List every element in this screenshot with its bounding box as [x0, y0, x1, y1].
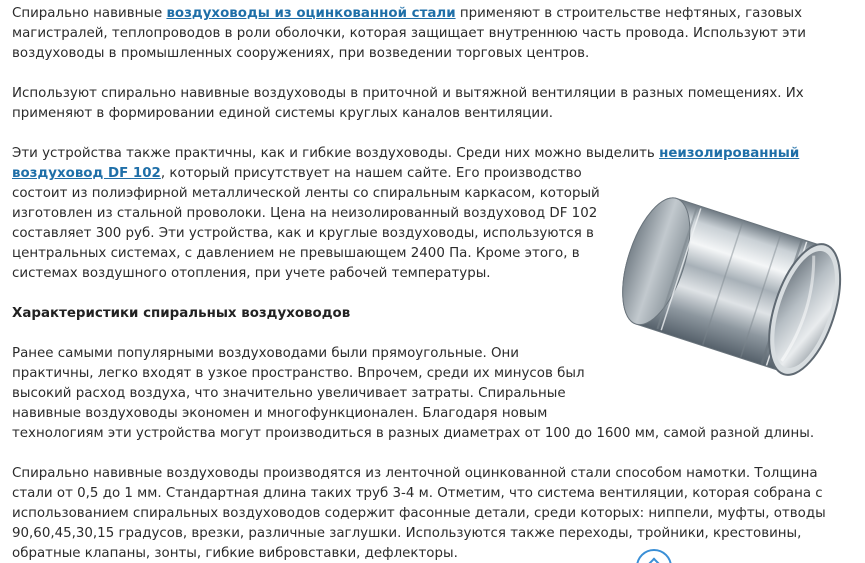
section-heading: Характеристики спиральных воздуховодов	[12, 306, 351, 321]
paragraph-text: применяют в строительстве нефтяных, газовых магистралей, теплопроводов в роли оболочки, которая защищает внутреннюю часть провода. Используют эти воздуховоды в промышленных сооружениях, при возведении торговых центров.	[12, 6, 806, 61]
duct-illustration	[613, 164, 865, 406]
paragraph-production: Спирально навивные воздуховоды производятся из ленточной оцинкованной стали способом намотки. Толщина стали от 0,5 до 1 мм. Стандартная длина таких труб 3-4 м. Отметим, что система вентиляции, которая собрана с использованием спиральных воздуховодов содержит фасонные детали, среди которых: ниппели, муфты, отводы 90,60,45,30,15 градусов, врезки, различные заглушки. Используются также переходы, тройники, крестовины, обратные клапаны, зонты, гибкие вибровставки, дефлекторы.	[12, 466, 826, 561]
chevron-up-icon	[646, 558, 663, 563]
link-uninsulated-duct-df102[interactable]: неизолированный воздуховод DF 102	[12, 146, 800, 181]
paragraph-text: Спирально навивные	[12, 6, 167, 21]
paragraph-text: , который присутствует на нашем сайте. Его производство состоит из полиэфирной металлической ленты со спиральным каркасом, который изготовлен из стальной проволоки. Цена на неизолированный воздуховод DF 102 составляет 300 руб. Эти устройства, как и круглые воздуховоды, используются в центральных системах, с давлением не превышающем 2400 Па. Кроме этого, в системах воздушного отопления, при учете рабочей температуры.	[12, 166, 600, 281]
paragraph-galvanized-ducts	[12, 4, 857, 64]
paragraph-flexible-ducts	[12, 144, 857, 284]
paragraph-ventilation-use: Используют спирально навивные воздуховоды в приточной и вытяжной вентиляции в разных помещениях. Их применяют в формировании единой системы круглых каналов вентиляции.	[12, 86, 804, 121]
paragraph-spiral-advantages: Ранее самыми популярными воздуховодами были прямоугольные. Они практичны, легко входят в узкое пространство. Впрочем, среди их минусов был высокий расход воздуха, что значительно увеличивает затраты. Спиральные навивные воздуховоды экономен и многофункционален. Благодаря новым технологиям эти устройства могут производиться в разных диаметрах от 100 до 1600 мм, самой разной длины.	[12, 346, 815, 441]
link-galvanized-steel-ducts[interactable]: воздуховоды из оцинкованной стали	[166, 6, 456, 21]
duct-image	[613, 164, 865, 406]
paragraph-text: Эти устройства также практичны, как и гибкие воздуховоды. Среди них можно выделить	[12, 146, 660, 161]
